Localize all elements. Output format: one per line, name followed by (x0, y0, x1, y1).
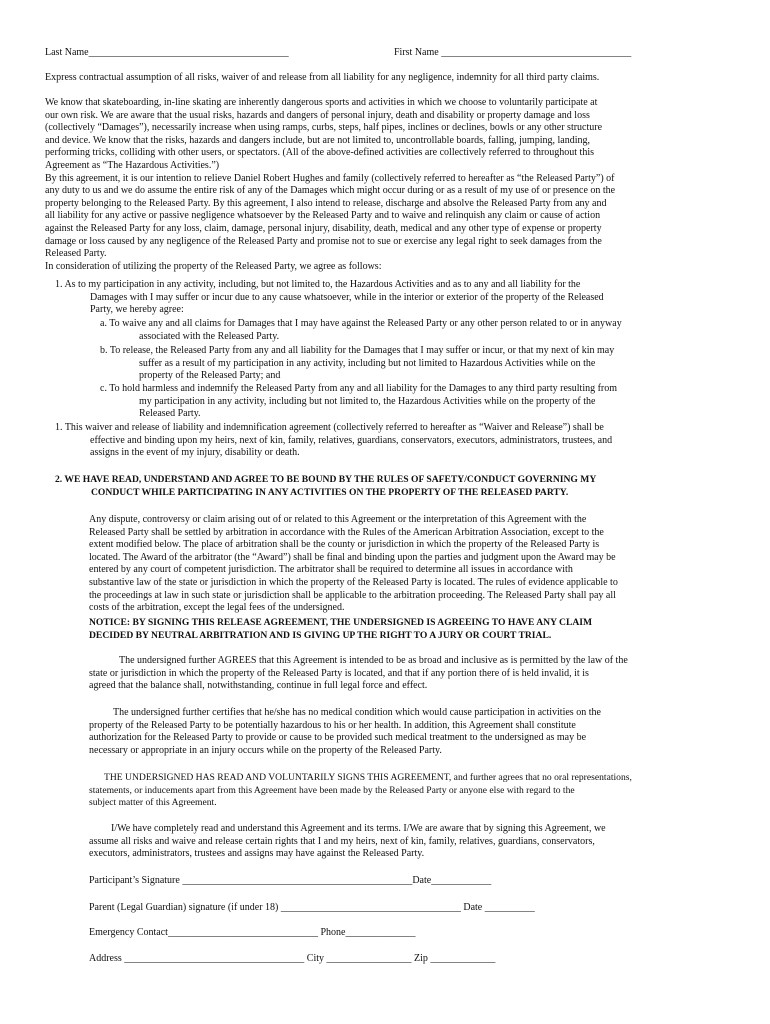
text-line: DECIDED BY NEUTRAL ARBITRATION AND IS GIVING UP THE RIGHT TO A JURY OR COURT TRIAL. (89, 630, 552, 641)
text-line: located. The Award of the arbitrator (the “Award”) shall be final and binding upon the parties and judgment upon the Award may be (89, 551, 616, 563)
text-line: my participation in any activity, including but not limited to, the Hazardous Activities while on the property of the (139, 395, 596, 407)
address-field[interactable]: Address ____________________________________ City _________________ Zip _____________ (89, 953, 496, 964)
agrees-paragraph (89, 655, 628, 693)
text-line: Any dispute, controversy or claim arising out of or related to this Agreement or the interpretation of this Agreement with the (89, 514, 587, 525)
last-name-field[interactable] (45, 47, 289, 59)
text-line: agreed that the balance shall, notwithstanding, continue in full legal force and effect. (89, 680, 428, 692)
text-line: entered by any court of competent jurisdiction. The arbitrator shall be required to determine all issues in accordance with (89, 564, 573, 576)
text-line: b. To release, the Released Party from any and all liability for the Damages that I may suffer or incur, or that my next of kin may (100, 345, 615, 356)
text-line: authorization for the Released Party to provide or cause to be provided such medical treatment to the undersigned as may be (89, 732, 587, 744)
text-line: all liability for any active or passive negligence whatsoever by the Released Party and to waive and relinquish any claim or cause of action (45, 210, 601, 222)
text-line: state or jurisdiction in which the property of the Released Party is located, and that if any portion there of is held invalid, it is (89, 667, 589, 679)
text-line: performing tricks, colliding with other users, or spectators. (All of the above-defined activities are collectively referred to throughout this (45, 147, 594, 159)
summary-line: Express contractual assumption of all risks, waiver of and release from all liability for any negligence, indemnity for all third party claims. (45, 72, 600, 83)
text-line: necessary or appropriate in an injury occurs while on the property of the Released Party. (89, 744, 442, 756)
text-line: suffer as a result of my participation in any activity, including but not limited to Hazardous Activities while on the (139, 357, 596, 369)
text-line: NOTICE: BY SIGNING THIS RELEASE AGREEMENT, THE UNDERSIGNED IS AGREEING TO HAVE ANY CLAIM (89, 617, 593, 628)
text-line: assigns in the event of my injury, disability or death. (90, 447, 300, 459)
text-line: statements, or inducements apart from this Agreement have been made by the Released Party or anyone else with regard to the (89, 784, 575, 796)
text-line: We know that skateboarding, in-line skating are inherently dangerous sports and activities in which we choose to voluntarily participate at (45, 97, 598, 108)
text-line: By this agreement, it is our intention to relieve Daniel Robert Hughes and family (collectively referred to hereafter as “the Released Party”) of (45, 172, 615, 184)
text-line: against the Released Party for any loss, claim, damage, personal injury, disability, death, medical and any other type of expense or property (45, 222, 602, 234)
text-line: 1. As to my participation in any activity, including, but not limited to, the Hazardous Activities and as to any and all liability for the (55, 279, 581, 290)
text-line: c. To hold harmless and indemnify the Released Party from any and all liability for the Damages to any third party resulting from (100, 383, 618, 394)
text-line: Released Party shall be settled by arbitration in accordance with the Rules of the American Arbitration Association, except to the (89, 526, 604, 538)
text-line: property belonging to the Released Party. By this agreement, I also intend to release, discharge and absolve the Released Party from any and (45, 197, 607, 209)
text-line: assume all risks and waive and release certain rights that I and my heirs, next of kin, family, relatives, guardians, conservators, (89, 835, 595, 847)
text-line: Damages with I may suffer or incur due to any cause whatsoever, while in the interior or exterior of the property of the Released (90, 291, 604, 303)
text-line: and device. We know that the risks, hazards and dangers include, but are not limited to, uncontrollable boards, falling, jumping, landing, (45, 134, 590, 146)
item-2-heading (55, 474, 596, 499)
arbitration-paragraph (89, 514, 618, 615)
text-line: Released Party. (139, 408, 201, 420)
text-line: our own risk. We are aware that the usual risks, hazards and dangers of personal injury, death and disability or property damage and loss (45, 109, 590, 121)
text-line: THE UNDERSIGNED HAS READ AND VOLUNTARILY SIGNS THIS AGREEMENT, and further agrees that no oral representations, (104, 772, 632, 783)
intro-paragraph (45, 97, 615, 273)
last-name-label: Last Name (45, 47, 89, 58)
text-line: effective and binding upon my heirs, next of kin, family, relatives, guardians, conservators, executors, administrators, trustees, and (90, 434, 613, 446)
text-line: I/We have completely read and understand this Agreement and its terms. I/We are aware that by signing this Agreement, we (111, 823, 606, 834)
text-line: (collectively “Damages”), necessarily increase when using ramps, curbs, steps, half pipes, inclines or declines, bowls or any other structure (45, 122, 603, 134)
text-line: The undersigned further AGREES that this Agreement is intended to be as broad and inclusive as is permitted by the law of the (119, 655, 628, 666)
text-line: the proceedings at law in such state or jurisdiction shall be applicable to the arbitration proceeding. The Released Party shall pay all (89, 589, 616, 601)
item-1c (100, 383, 617, 421)
text-line: subject matter of this Agreement. (89, 797, 217, 809)
arbitration-notice (89, 616, 592, 642)
text-line: 1. This waiver and release of liability and indemnification agreement (collectively referred to hereafter as “Waiver and Release”) shall be (55, 422, 604, 433)
item-1b (100, 345, 614, 383)
text-line: associated with the Released Party. (139, 330, 280, 342)
text-line: property of the Released Party to be potentially hazardous to his or her health. In addition, this Agreement shall constitute (89, 719, 576, 731)
waiver-release-item (55, 422, 612, 460)
first-name-line[interactable]: ______________________________________ (441, 47, 632, 58)
text-line: costs of the arbitration, except the legal fees of the undersigned. (89, 602, 345, 614)
text-line: 2. WE HAVE READ, UNDERSTAND AND AGREE TO BE BOUND BY THE RULES OF SAFETY/CONDUCT GOVERNING MY (55, 474, 597, 485)
voluntary-paragraph (89, 772, 632, 810)
text-line: Party, we hereby agree: (90, 304, 184, 316)
first-name-label: First Name (394, 47, 439, 58)
text-line: property of the Released Party; and (139, 370, 281, 382)
item-1a (100, 318, 622, 343)
certifies-paragraph (89, 707, 601, 757)
text-line: CONDUCT WHILE PARTICIPATING IN ANY ACTIVITIES ON THE PROPERTY OF THE RELEASED PARTY. (91, 486, 569, 498)
text-line: executors, administrators, trustees and assigns may have against the Released Party. (89, 848, 425, 860)
last-name-line[interactable]: ________________________________________ (88, 47, 289, 58)
participant-signature-field[interactable]: Participant’s Signature ______________________________________________Date____________ (89, 875, 492, 886)
text-line: The undersigned further certifies that he/she has no medical condition which would cause participation in activities on the (113, 707, 601, 718)
text-line: Agreement as “The Hazardous Activities.”) (45, 159, 220, 171)
emergency-contact-field[interactable]: Emergency Contact______________________________ Phone______________ (89, 927, 416, 938)
text-line: In consideration of utilizing the property of the Released Party, we agree as follows: (45, 260, 382, 272)
parent-signature-field[interactable]: Parent (Legal Guardian) signature (if under 18) ____________________________________ Date __________ (89, 902, 535, 913)
understand-paragraph (89, 823, 606, 861)
text-line: any duty to us and we do assume the entire risk of any of the Damages which might occur during or as a result of my use of or presence on the (45, 185, 616, 197)
text-line: a. To waive any and all claims for Damages that I may have against the Released Party or any other person related to or in anyway (100, 318, 622, 329)
text-line: extent modified below. The place of arbitration shall be the county or jurisdiction in which the property of the Released Party is (89, 539, 600, 551)
first-name-field[interactable] (394, 47, 631, 59)
text-line: substantive law of the state or jurisdiction in which the property of the Released Party is located. The rules of evidence applicable to (89, 576, 618, 588)
item-1 (55, 279, 604, 317)
text-line: damage or loss caused by any negligence of the Released Party and promise not to sue or exercise any legal right to seek damages from the (45, 235, 602, 247)
text-line: Released Party. (45, 248, 107, 260)
